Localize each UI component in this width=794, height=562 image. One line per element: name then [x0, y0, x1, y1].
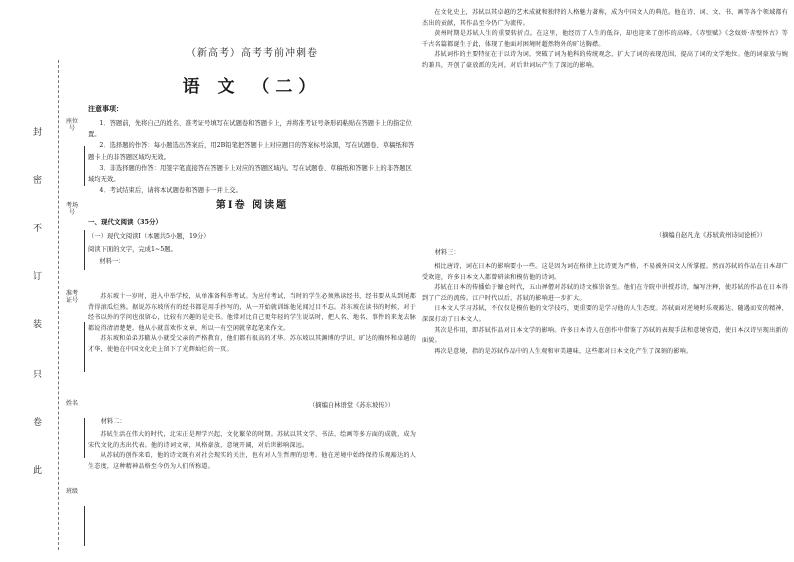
paragraph: 从苏轼的创作来看，他的诗文既有对社会现实的关注，也有对人生哲理的思考。他在逆境中始终保持乐观豁达的人生态度，这种精神品格至今仍为人们所称道。 — [88, 452, 416, 470]
binding-dashed-line — [58, 60, 59, 550]
material3-label: 材料三： — [434, 249, 460, 256]
instruction-text: 阅读下面的文字，完成1~5题。 — [88, 245, 177, 253]
paragraph: 苏东坡和弟弟苏辙从小就受父亲的严格教育，他们都有很高的才华。苏东坡以其渊博的学识、旷达的胸怀和卓越的才华，使他在中国文化史上留下了光辉灿烂的一页。 — [88, 335, 416, 353]
paragraph: 苏轼词作的主要特征在于以诗为词，突破了词为艳科的传统观念，扩大了词的表现范围，提高了词的文学地位。他的词豪放与婉约兼具，开创了豪放派的先河，对后世词坛产生了深远的影响。 — [422, 51, 788, 69]
sub-heading: （一）现代文阅读Ⅰ（本题共5小题，19分） — [88, 233, 210, 240]
binding-char: 订 — [33, 272, 43, 282]
binding-margin — [0, 0, 100, 562]
binding-char: 卷 — [33, 418, 43, 428]
admission-number-field-label: 准考证号 — [66, 290, 79, 304]
seat-number-field-label: 座位号 — [66, 118, 79, 132]
paragraph: 在文化史上，苏轼以其卓越的艺术成就和独特的人格魅力著称，成为中国文人的典范。他在诗、词、文、书、画等各个领域都有杰出的贡献，其作品至今仍广为流传。 — [422, 9, 788, 27]
notice-item: 2．选择题的作答：每小题选出答案后，用2B铅笔把答题卡上对应题目的答案标号涂黑，写在试题卷、草稿纸和答题卡上的非答题区域均无效。 — [88, 142, 415, 161]
part-heading: 一、现代文阅读（35分） — [88, 218, 163, 226]
right-column — [422, 0, 788, 562]
paragraph: 苏东坡十一岁时，进入中举学校，从单准备科举考试。为应付考试，当时的学生必须熟读经书，经书要从头到尾都背得滚瓜烂熟。据说苏东坡所有的经书都是用手抄写的，从一开始就训练他见闻过目不忘。苏东坡在读书的时候，对于经书以外的学问也很留心，比较有兴趣的是史书。他常对比自己更年轻的学生说话时，把人名、地名、事件的来龙去脉都说得清清楚楚。他从小就喜欢作文章，所以一有空闲就拿起笔来作文。 — [88, 293, 416, 332]
seat-number-field-line — [84, 146, 85, 186]
material3-body — [422, 262, 788, 357]
sub-heading-block — [88, 231, 416, 269]
left-column — [88, 0, 416, 562]
class-field-label: 班级 — [66, 488, 79, 495]
paragraph: 相比唐诗，词在日本的影响要小一些。这是因为词在格律上比诗更为严格，不易被外国文人所掌握。然而苏轼的作品在日本却广受欢迎，许多日本文人都曾研读和模仿他的诗词。 — [422, 263, 788, 281]
section-title: 第Ⅰ卷 阅读题 — [215, 200, 289, 211]
material2-body — [88, 430, 416, 472]
binding-char: 装 — [33, 320, 43, 330]
paragraph: 苏轼在日本的传播始于镰仓时代，五山禅僧对苏轼的诗文推崇备至。他们在寺院中讲授苏诗，编写注释，使苏轼的作品在日本得到了广泛的流传。江户时代以后，苏轼的影响进一步扩大。 — [422, 284, 788, 302]
material2-continued — [422, 8, 788, 72]
notice-item: 1．答题前，先将自己的姓名、准考证号填写在试题卷和答题卡上，并将准考证号条形码粘贴在答题卡上的指定位置。 — [88, 120, 412, 139]
binding-char: 不 — [33, 224, 43, 234]
binding-char: 密 — [33, 176, 43, 186]
binding-char: 封 — [33, 128, 43, 138]
paragraph: 苏轼生活在伟大的时代，北宋正是理学兴起、文化繁荣的时期。苏轼以其文学、书法、绘画等多方面的成就，成为宋代文化的杰出代表。他的诗词文章，风格豪放，意境开阔，对后世影响深远。 — [88, 431, 416, 449]
class-field-line — [84, 506, 85, 546]
material2-source: （摘编自赵凡龙《苏轼黄州诗词论析》） — [655, 232, 766, 239]
paragraph: 日本文人学习苏轼，不仅仅是模仿他的文学技巧，更重要的是学习他的人生态度。苏轼面对逆境时乐观豁达、随遇而安的精神，深深打动了日本文人。 — [422, 305, 788, 323]
binding-char: 此 — [33, 466, 43, 476]
paper-title: （新高考）高考考前冲刺卷 — [186, 48, 318, 59]
name-field-label: 姓名 — [66, 400, 79, 407]
material1-label: 材料一： — [99, 258, 125, 265]
exam-room-field-line — [84, 230, 85, 270]
paragraph: 再次是意境，指的是苏轼作品中的人生观和审美趣味，这些都对日本文化产生了深刻的影响。 — [434, 347, 693, 355]
subject-title: 语 文 （二） — [182, 77, 322, 97]
admission-number-field-line — [84, 322, 85, 372]
notice-item: 3．非选择题的作答：用签字笔直接答在答题卡上对应的答题区域内。写在试题卷、草稿纸和答题卡上的非答题区域均无效。 — [88, 164, 412, 184]
binding-char: 只 — [33, 370, 43, 380]
notice-heading: 注意事项： — [88, 104, 123, 113]
exam-room-field-label: 考场号 — [66, 202, 79, 216]
material1-source: （摘编自林语堂《苏东坡传》） — [308, 402, 394, 409]
paragraph: 其次是作用，即苏轼作品对日本文学的影响。许多日本诗人在创作中借鉴了苏轼的表现手法和意境营造，使日本汉诗呈现出新的面貌。 — [422, 326, 788, 345]
notice-list — [88, 118, 416, 196]
notice-item: 4．考试结束后，请将本试题卷和答题卡一并上交。 — [99, 187, 242, 195]
material1-body — [88, 292, 416, 356]
name-field-line — [84, 418, 85, 458]
material2-label: 材料二： — [100, 418, 126, 425]
paragraph: 黄州时期是苏轼人生的重要转折点。在这里，他经历了人生的低谷，却也迎来了创作的高峰。《赤壁赋》《念奴娇·赤壁怀古》等千古名篇都诞生于此，体现了他面对困境时超然物外的旷达胸襟。 — [422, 30, 788, 48]
